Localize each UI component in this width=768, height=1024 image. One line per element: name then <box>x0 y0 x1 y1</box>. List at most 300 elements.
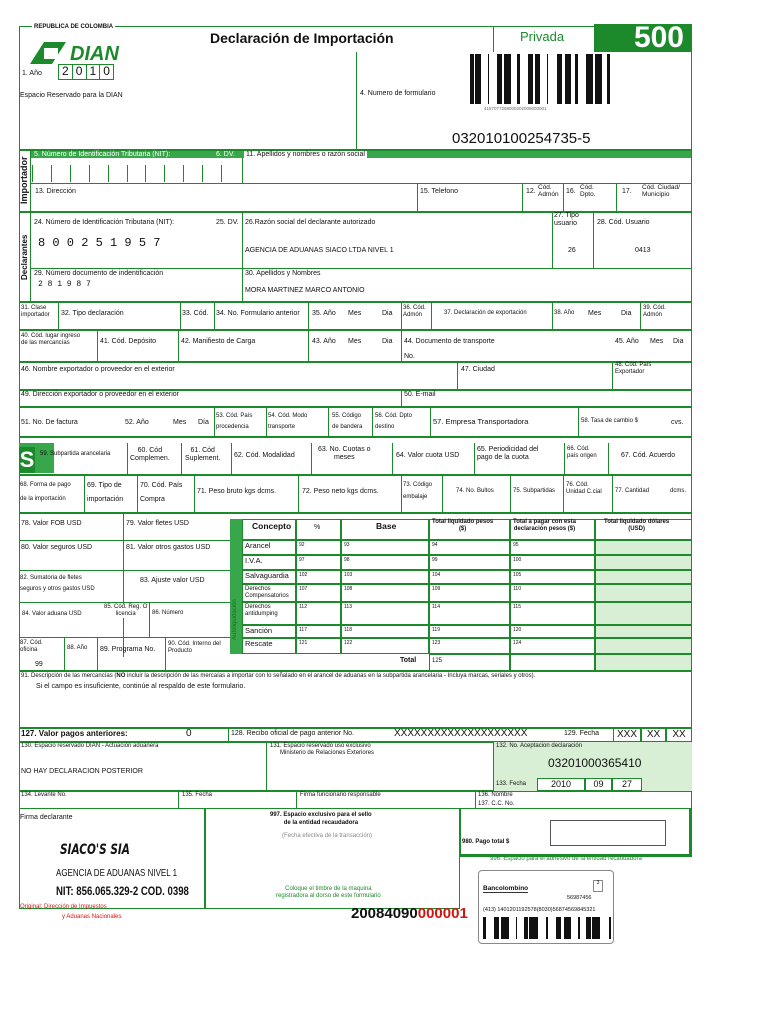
nit-digit-box <box>89 165 108 182</box>
field-12-label: 12. <box>526 188 536 195</box>
barcode-bar <box>575 54 578 104</box>
field-45-label: 45. Año <box>615 338 639 345</box>
liq-value-cell <box>429 540 510 555</box>
concepto-cell <box>242 555 296 570</box>
barcode-bar <box>598 54 599 104</box>
barcode-bar <box>560 54 562 104</box>
date-133-year: 2010 <box>537 778 585 791</box>
field-137-label: 137. C.C. No. <box>478 801 515 807</box>
field-35-label: 35. Año <box>312 310 336 317</box>
field-55-label: 55. Código de bandera <box>332 413 363 431</box>
liq-value-cell <box>429 625 510 638</box>
field-980-input[interactable] <box>550 820 666 846</box>
liq-value-cell <box>510 602 595 625</box>
barcode-bar <box>508 54 511 104</box>
field-number: 102 <box>299 572 308 578</box>
fecha-efectiva-label: (Fecha efectiva de la transacción) <box>282 833 373 839</box>
field-number: 122 <box>344 640 353 646</box>
barcode-bar <box>546 917 548 939</box>
field-71-label: 71. Peso bruto kgs dcms. <box>197 488 276 495</box>
original-label-2: y Aduanas Nacionales <box>62 914 122 920</box>
cvs-label: cvs. <box>671 419 684 426</box>
field-127-label: 127. Valor pagos anteriores: <box>21 729 128 738</box>
liq-value-cell <box>341 540 429 555</box>
field-number: 123 <box>432 640 441 646</box>
barcode-bar <box>505 917 508 939</box>
declarante-cod-usuario: 0413 <box>635 247 651 254</box>
field-number: 124 <box>513 640 522 646</box>
mes-label: Mes <box>348 338 362 345</box>
field-75-label: 75. Subpartidas <box>513 488 556 494</box>
field-47-label: 47. Ciudad <box>461 366 495 373</box>
field-52-label: 52. Año <box>125 419 149 426</box>
liq-value-cell <box>595 555 692 570</box>
barcode-bar <box>536 54 538 104</box>
field-61-label: 61. Cód Suplement. <box>185 447 221 463</box>
total-dolares-header: Total liquidado dólares (USD) <box>604 519 670 532</box>
barcode-bar <box>558 54 560 104</box>
barcode-bar <box>472 54 474 104</box>
dcms-label: dcms. <box>670 488 687 494</box>
total-label: Total <box>400 657 417 664</box>
liq-value-cell <box>595 540 692 555</box>
field-number: 121 <box>299 640 308 646</box>
agency-stamp <box>24 842 202 904</box>
field-27-label: 27. Tipo usuario <box>554 212 579 228</box>
field-68-label: 68. Forma de pago de la importación <box>20 482 71 502</box>
field-38-label: 38. Año <box>554 310 575 316</box>
barcode-bar <box>588 54 590 104</box>
field-997-label: 997. Espacio exclusivo para el sello de la entidad recaudadora <box>270 812 372 827</box>
field-89-label: 89. Programa No. <box>100 646 156 653</box>
field-17-label: 17. <box>622 188 632 195</box>
total-usd-cell <box>595 654 692 671</box>
field-54-label: 54. Cód. Modo transporte <box>268 413 308 431</box>
field-64-label: 64. Valor cuota USD <box>396 452 460 459</box>
form-title: Declaración de Importación <box>210 30 394 46</box>
dia-label: Dia <box>673 338 684 345</box>
field-91-label: 91. Descripción de las mercancías (NO incluir la descripción de las mercaías a importar con lo señalado en el arancel de aduanas en la subpartida arancelaria - Incluya marcas, seriales y otros). <box>21 673 536 679</box>
field-135-label: 135. Fecha <box>182 792 213 798</box>
field-86-label: 86. Número <box>152 610 184 616</box>
field-42-label: 42. Manifiesto de Carga <box>181 338 256 345</box>
field-12-desc: Cód. Admón <box>538 184 559 199</box>
total-liquidado-header: Total liquidado pesos ($) <box>432 519 494 532</box>
pct-header: % <box>314 524 321 531</box>
field-25-label: 25. DV. <box>216 219 239 226</box>
field-134-label: 134. Levante No. <box>21 792 67 798</box>
field-88-label: 88. Año <box>67 645 88 651</box>
barcode-bar <box>524 917 525 939</box>
form-number-label: 4. Numero de formulario <box>360 90 436 97</box>
stamp-nit: NIT: 856.065.329-2 COD. 0398 <box>56 884 189 898</box>
field-29-label: 29. Número documento de indentificación <box>34 270 164 277</box>
barcode-bar <box>478 54 480 104</box>
nit-digit-box <box>164 165 183 182</box>
field-87-label: 87. Cód. oficina <box>20 640 43 653</box>
mes-label: Mes <box>650 338 664 345</box>
form-number-badge: 500 <box>594 24 692 52</box>
field-130-label: 130. Espacio reservado DIAN - Actuación aduanera <box>21 743 159 749</box>
field-66-label: 66. Cód. país origen <box>567 446 597 459</box>
dian-logo-icon <box>26 40 146 66</box>
concepto-label: I.V.A. <box>245 556 263 565</box>
nit-digit-box <box>145 165 164 182</box>
concepto-cell <box>242 602 296 625</box>
barcode-bar <box>480 54 481 104</box>
barcode-bar <box>497 54 498 104</box>
date-133-month: 09 <box>585 778 612 791</box>
field-69-label: 69. Tipo de importación <box>87 482 124 503</box>
country-label: REPUBLICA DE COLOMBIA <box>34 24 114 30</box>
field-number: 95 <box>513 542 519 548</box>
nit-digit-box <box>221 165 240 182</box>
field-15-label: 15. Telefono <box>420 188 459 195</box>
liq-value-cell <box>296 638 341 654</box>
barcode-bar <box>609 917 611 939</box>
liq-value-cell <box>296 584 341 602</box>
field-87-value: 99 <box>35 661 43 668</box>
form-number-value: 032010100254735-5 <box>452 130 591 147</box>
nit-digit-box <box>32 165 51 182</box>
coloque-timbre-label: Coloque el timbre de la maquina registradora al dorso de este formulario <box>276 886 381 899</box>
liq-value-cell <box>341 638 429 654</box>
barcode-bar <box>565 54 567 104</box>
liq-value-cell <box>510 625 595 638</box>
barcode-bar <box>599 54 602 104</box>
barcode-bar <box>557 54 558 104</box>
field-133-label: 133. Fecha <box>496 781 527 787</box>
bank-code: (413) 1401201192578(8030)56874569845321 <box>483 907 596 913</box>
dia-label: Dia <box>382 338 393 345</box>
barcode-bar <box>607 54 610 104</box>
field-41-label: 41. Cód. Depósito <box>100 338 157 345</box>
field-48-label: 48. Cód. País Exportador <box>615 362 652 375</box>
field-136-label: 136. Nombre <box>478 792 513 798</box>
field-34-label: 34. No. Formulario anterior <box>216 310 300 317</box>
bank-barcode-icon <box>483 917 611 939</box>
field-36-label: 36. Cód. Admón <box>403 305 426 318</box>
field-26-label: 26.Razón social del declarante autorizado <box>245 219 376 226</box>
field-67-label: 67. Cód. Acuerdo <box>621 452 676 459</box>
field-number: 94 <box>432 542 438 548</box>
barcode-bar <box>536 917 538 939</box>
field-57-label: 57. Empresa Transportadora <box>433 417 529 426</box>
stamp-name: SIACO'S SIA <box>60 842 130 858</box>
liq-value-cell <box>510 570 595 584</box>
mes-label: Mes <box>173 419 187 426</box>
mes-label: Mes <box>348 310 362 317</box>
liq-value-cell <box>296 540 341 555</box>
barcode-bar <box>586 917 588 939</box>
total-pagar-header: Total a pagar con esta declaración pesos ($) <box>513 519 576 532</box>
liq-value-cell <box>341 584 429 602</box>
barcode-bar <box>498 917 499 939</box>
field-number: 109 <box>432 586 441 592</box>
date-133-day: 27 <box>612 778 642 791</box>
concepto-header: Concepto <box>252 521 292 531</box>
declarante-razon-social: AGENCIA DE ADUANAS SIACO LTDA NIVEL 1 <box>245 247 394 254</box>
field-number: 112 <box>299 604 307 610</box>
mes-label: Mes <box>588 310 602 317</box>
barcode-bar <box>568 54 569 104</box>
barcode-bar <box>530 917 533 939</box>
field-79-label: 79. Valor fletes USD <box>126 520 189 527</box>
barcode-bar <box>501 54 502 104</box>
barcode-bar <box>470 54 472 104</box>
field-77-label: 77. Cantidad <box>615 488 650 494</box>
liq-value-cell <box>296 555 341 570</box>
field-49-label: 49. Dirección exportador o proveedor en el exterior <box>21 391 179 398</box>
field-number: 97 <box>299 557 305 563</box>
field-28-label: 28. Cód. Usuario <box>597 219 650 226</box>
year-box <box>58 64 114 80</box>
field-46-label: 46. Nombre exportador o proveedor en el exterior <box>21 366 175 373</box>
field-81-label: 81. Valor otros gastos USD <box>126 544 211 551</box>
declarante-nombres: MORA MARTINEZ MARCO ANTONIO <box>245 287 365 294</box>
dia-label: Dia <box>382 310 393 317</box>
liq-value-cell <box>341 570 429 584</box>
dian-logo-text: DIAN <box>70 43 119 65</box>
barcode-bar <box>592 917 593 939</box>
serial-number: 20084090000001 <box>351 905 468 922</box>
barcode-bar <box>558 917 561 939</box>
field-number: 115 <box>513 604 521 610</box>
field-33-label: 33. Cód. <box>182 310 209 317</box>
liq-value-cell <box>296 570 341 584</box>
field-90-label: 90. Cód. Interno del Producto <box>168 641 221 654</box>
barcode-bar <box>502 917 505 939</box>
field-16-label: 16. <box>566 188 576 195</box>
stamp-nivel: AGENCIA DE ADUANAS NIVEL 1 <box>56 868 178 879</box>
field-56-label: 56. Cód. Dpto destino <box>375 413 413 431</box>
barcode-bar <box>538 54 539 104</box>
concepto-cell <box>242 625 296 638</box>
field-82-label: 82. Sumatoria de fletes seguros y otros gastos USD <box>20 575 95 593</box>
barcode <box>470 54 610 112</box>
field-number: 108 <box>344 586 353 592</box>
barcode-bar <box>535 54 536 104</box>
field-number: 113 <box>344 604 352 610</box>
year-digit: 1 <box>87 65 101 79</box>
barcode-bar <box>526 917 528 939</box>
barcode-bar <box>593 917 596 939</box>
barcode-bar <box>530 54 533 104</box>
bank-name: Bancolombino <box>483 885 529 892</box>
field-60-label: 60. Cód Complemen. <box>130 447 170 463</box>
dia-label: Dia <box>621 310 632 317</box>
importador-side-label: Importador <box>19 156 29 204</box>
field-43-label: 43. Año <box>312 338 336 345</box>
field-128-value: XXXXXXXXXXXXXXXXXXXX <box>394 728 528 739</box>
barcode-bar <box>525 917 526 939</box>
field-63-label: 63. No. Cuotas o meses <box>318 446 371 462</box>
field-76-label: 76. Cód. Unidad C.cial <box>566 482 602 495</box>
field-13-label: 13. Dirección <box>35 188 76 195</box>
barcode-bar <box>598 917 600 939</box>
field-128-label: 128. Recibo oficial de pago anterior No. <box>231 730 354 737</box>
barcode-bar <box>568 917 569 939</box>
field-65-label: 65. Periodicidad del pago de la cuota <box>477 446 539 462</box>
barcode-bar <box>475 54 476 104</box>
barcode-bar <box>590 54 593 104</box>
date-129-year: XXX <box>613 728 641 742</box>
barcode-bar <box>595 54 597 104</box>
year-digit: 0 <box>73 65 87 79</box>
field-24-label: 24. Número de Identificación Tributaria (NIT): <box>34 219 175 226</box>
liq-value-cell <box>510 540 595 555</box>
barcode-bar <box>498 54 501 104</box>
firma-declarante-label: Firma declarante <box>20 814 73 821</box>
barcode-bar <box>547 54 548 104</box>
field-6-label: 6. DV. <box>216 151 235 158</box>
liq-value-cell <box>429 555 510 570</box>
barcode-bar <box>567 54 568 104</box>
s-section-marker: S <box>19 447 35 472</box>
barcode-bar <box>589 917 591 939</box>
year-digit: 2 <box>59 65 73 79</box>
field-32-label: 32. Tipo declaración <box>61 310 124 317</box>
date-129-month: XX <box>641 728 666 742</box>
barcode-bar <box>569 917 571 939</box>
reserved-label: Espacio Reservado para la DIAN <box>20 92 123 99</box>
liq-value-cell <box>595 638 692 654</box>
barcode-bar <box>597 54 598 104</box>
liq-value-cell <box>429 602 510 625</box>
field-72-label: 72. Peso neto kgs dcms. <box>302 488 379 495</box>
liq-value-cell <box>510 638 595 654</box>
liq-value-cell <box>595 584 692 602</box>
field-39-label: 39. Cód. Admón <box>643 305 666 318</box>
field-number: 114 <box>432 604 440 610</box>
date-129-day: XX <box>666 728 692 742</box>
nit-digit-box <box>183 165 202 182</box>
field-40-label: 40. Cód. lugar ingreso de las mercancías <box>21 333 81 346</box>
liq-value-cell <box>595 625 692 638</box>
barcode-bar <box>539 54 540 104</box>
year-label: 1. Año <box>22 70 42 77</box>
field-125-label: 125 <box>432 658 443 664</box>
barcode-bar <box>528 54 529 104</box>
field-91-continue: Si el campo es insuficiente, continúe al respaldo de este formulario. <box>36 683 246 690</box>
barcode-bar <box>569 54 571 104</box>
original-label: Original: Dirección de Impuestos <box>20 904 107 910</box>
field-129-label: 129. Fecha <box>564 730 600 737</box>
liq-value-cell <box>429 584 510 602</box>
barcode-bar <box>504 54 506 104</box>
barcode-bar <box>564 917 565 939</box>
field-51-label: 51. No. De factura <box>21 419 78 426</box>
barcode-bar <box>588 917 589 939</box>
concepto-label: Derechos Compensatorios <box>245 586 289 599</box>
base-header: Base <box>376 521 397 531</box>
total-pagar-cell <box>510 654 595 671</box>
privada-label: Privada <box>520 29 565 44</box>
nit-digit-box <box>70 165 89 182</box>
barcode-bar <box>529 917 530 939</box>
barcode-bar <box>578 917 580 939</box>
barcode-bar <box>596 917 598 939</box>
barcode-icon <box>470 54 610 104</box>
liq-value-cell <box>341 625 429 638</box>
barcode-bar <box>557 917 558 939</box>
field-number: 99 <box>432 557 438 563</box>
barcode-bar <box>517 54 520 104</box>
concepto-cell <box>242 540 296 555</box>
barcode-bar <box>507 54 508 104</box>
year-digit: 0 <box>103 64 110 78</box>
field-number: 117 <box>299 627 307 633</box>
declarante-tipo: 26 <box>568 247 576 254</box>
field-131-label: 131. Espacio reservado uso exclusivo Ministerio de Relaciones Exteriores <box>270 743 375 756</box>
field-78-label: 78. Valor FOB USD <box>21 520 82 527</box>
nit-digit-box <box>127 165 146 182</box>
field-53-label: 53. Cód. País procedencia <box>216 413 253 431</box>
field-84-label: 84. Valor aduana USD <box>22 611 82 617</box>
field-30-label: 30. Apellidos y Nombres <box>245 270 321 277</box>
declarante-doc: 2 8 1 9 8 7 <box>38 280 91 289</box>
field-80-label: 80. Valor seguros USD <box>21 544 93 551</box>
field-73-label: 73. Código embalaje <box>403 482 433 500</box>
field-996-label: 996. Espacio para el adhesivo de la entidad recaudadora <box>490 856 642 862</box>
nit-digit-box <box>108 165 127 182</box>
barcode-bar <box>508 917 509 939</box>
field-number: 120 <box>513 627 522 633</box>
liq-value-cell <box>341 555 429 570</box>
nit-digit-box <box>202 165 221 182</box>
field-980-label: 980. Pago total $ <box>462 839 510 845</box>
field-59-label: 59. Subpartida arancelaria <box>40 451 111 457</box>
field-number: 104 <box>432 572 441 578</box>
field-62-label: 62. Cód. Modalidad <box>234 452 295 459</box>
firma-funcionario-label: Firma funcionario responsable <box>300 792 381 798</box>
liq-value-cell <box>429 638 510 654</box>
field-37-label: 37. Declaración de exportación <box>444 310 527 316</box>
barcode-bar <box>506 54 507 104</box>
field-85-label: 85. Cód. Reg. O licencia <box>104 604 148 617</box>
concepto-label: Derechos antidumping <box>245 604 278 617</box>
field-83-label: 83. Ajuste valor USD <box>140 577 205 584</box>
nit-importador-boxes <box>32 165 240 182</box>
declarante-side-label: Declarantes <box>20 234 29 280</box>
bank-icon: 3 <box>593 880 603 892</box>
field-number: 103 <box>344 572 353 578</box>
concepto-cell <box>242 584 296 602</box>
liq-value-cell <box>510 584 595 602</box>
barcode-bar <box>476 54 478 104</box>
barcode-bar <box>516 917 517 939</box>
field-130-text: NO HAY DECLARACION POSTERIOR <box>21 768 143 775</box>
dia-label: Día <box>198 419 209 426</box>
field-58-label: 58. Tasa de cambio $ <box>581 418 638 424</box>
field-number: 119 <box>432 627 440 633</box>
concepto-cell <box>242 570 296 584</box>
field-number: 100 <box>513 557 522 563</box>
field-132-value: 03201000365410 <box>548 756 642 770</box>
field-132-label: 132. No. Aceptacion declaración <box>496 743 583 749</box>
field-31-label: 31. Clase importador <box>21 305 50 318</box>
liq-value-cell <box>595 602 692 625</box>
concepto-label: Rescate <box>245 639 273 648</box>
liq-value-cell <box>341 602 429 625</box>
field-5-label: 5. Número de Identificación Tributaria (NIT): <box>34 151 171 158</box>
nit-digit-box <box>51 165 70 182</box>
concepto-label: Arancel <box>245 541 271 550</box>
field-17-desc: Cód. Ciudad/ Municipio <box>642 184 680 199</box>
declarante-nit: 8 0 0 2 5 1 9 5 7 <box>38 236 161 250</box>
barcode-bar <box>501 917 502 939</box>
barcode-bar <box>529 54 530 104</box>
